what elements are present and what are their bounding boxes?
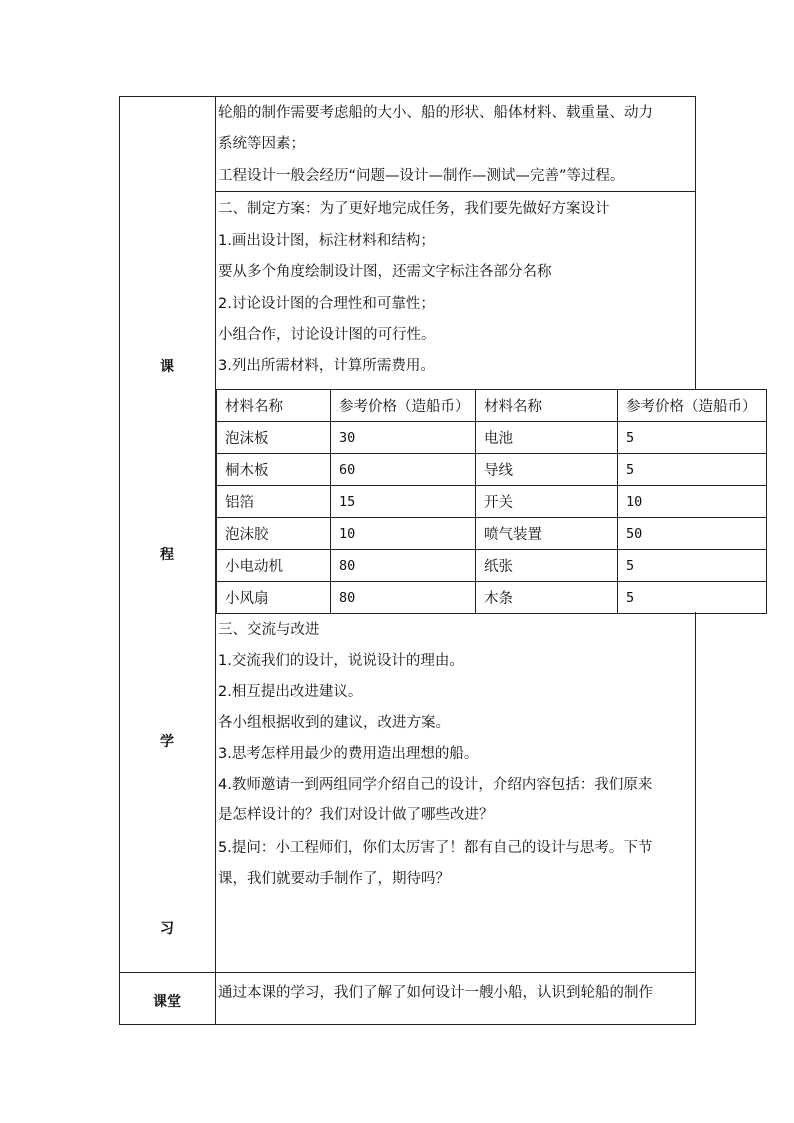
column-header: 参考价格（造船币） bbox=[331, 390, 476, 422]
column-header: 材料名称 bbox=[476, 390, 618, 422]
section-heading: 二、制定方案：为了更好地完成任务，我们要先做好方案设计 bbox=[218, 201, 610, 217]
text-line: 要从多个角度绘制设计图，还需文字标注各部分名称 bbox=[218, 264, 552, 280]
text-line: 2.讨论设计图的合理性和可靠性； bbox=[218, 296, 435, 312]
column-header: 参考价格（造船币） bbox=[618, 390, 767, 422]
table-row bbox=[217, 422, 767, 454]
text-line: 小组合作，讨论设计图的可行性。 bbox=[218, 327, 436, 343]
table-border-right bbox=[695, 96, 696, 389]
material-name: 木条 bbox=[476, 582, 618, 614]
table-row bbox=[217, 454, 767, 486]
material-price: 15 bbox=[331, 486, 476, 518]
table-row bbox=[217, 550, 767, 582]
material-price: 5 bbox=[618, 422, 767, 454]
material-name: 纸张 bbox=[476, 550, 618, 582]
material-price: 5 bbox=[618, 582, 767, 614]
material-name: 喷气装置 bbox=[476, 518, 618, 550]
table-row bbox=[217, 486, 767, 518]
table-border-bottom bbox=[119, 1024, 696, 1025]
text-line: 1.画出设计图，标注材料和结构； bbox=[218, 233, 435, 249]
text-line: 各小组根据收到的建议，改进方案。 bbox=[218, 715, 450, 731]
table-row-divider-2 bbox=[119, 972, 696, 973]
material-price: 30 bbox=[331, 422, 476, 454]
table-header-row bbox=[217, 390, 767, 422]
materials-table bbox=[216, 389, 767, 614]
material-price: 80 bbox=[331, 582, 476, 614]
material-price: 80 bbox=[331, 550, 476, 582]
material-price: 5 bbox=[618, 550, 767, 582]
sidebar-char-3: 学 bbox=[160, 734, 174, 750]
material-name: 桐木板 bbox=[217, 454, 331, 486]
table-row bbox=[217, 582, 767, 614]
table-border-top bbox=[119, 96, 696, 97]
column-header: 材料名称 bbox=[217, 390, 331, 422]
text-line: 5.提问：小工程师们，你们太厉害了！都有自己的设计与思考。下节 bbox=[218, 840, 653, 856]
material-name: 小电动机 bbox=[217, 550, 331, 582]
sidebar-char-2: 程 bbox=[160, 547, 174, 563]
text-line: 工程设计一般会经历“问题—设计—制作—测试—完善”等过程。 bbox=[218, 168, 625, 184]
text-line: 轮船的制作需要考虑船的大小、船的形状、船体材料、载重量、动力 bbox=[218, 105, 653, 121]
text-line: 是怎样设计的？我们对设计做了哪些改进？ bbox=[218, 807, 494, 823]
text-line: 1.交流我们的设计，说说设计的理由。 bbox=[218, 653, 464, 669]
summary-line: 通过本课的学习，我们了解了如何设计一艘小船，认识到轮船的制作 bbox=[218, 985, 653, 1001]
text-line: 3.列出所需材料，计算所需费用。 bbox=[218, 358, 435, 374]
text-line: 2.相互提出改进建议。 bbox=[218, 684, 363, 700]
material-price: 50 bbox=[618, 518, 767, 550]
table-row-divider-1 bbox=[215, 191, 696, 192]
material-name: 电池 bbox=[476, 422, 618, 454]
section-heading: 三、交流与改进 bbox=[218, 622, 320, 638]
material-price: 10 bbox=[618, 486, 767, 518]
material-name: 铝箔 bbox=[217, 486, 331, 518]
sidebar-footer-label: 课堂 bbox=[153, 994, 181, 1010]
table-row bbox=[217, 518, 767, 550]
material-name: 小风扇 bbox=[217, 582, 331, 614]
text-line: 课，我们就要动手制作了，期待吗？ bbox=[218, 871, 450, 887]
material-name: 泡沫板 bbox=[217, 422, 331, 454]
material-price: 5 bbox=[618, 454, 767, 486]
text-line: 4.教师邀请一到两组同学介绍自己的设计，介绍内容包括：我们原来 bbox=[218, 777, 653, 793]
material-price: 10 bbox=[331, 518, 476, 550]
sidebar-char-4: 习 bbox=[160, 921, 174, 937]
sidebar-char-1: 课 bbox=[160, 359, 174, 375]
material-price: 60 bbox=[331, 454, 476, 486]
text-line: 系统等因素； bbox=[218, 136, 305, 152]
text-line: 3.思考怎样用最少的费用造出理想的船。 bbox=[218, 746, 479, 762]
material-name: 泡沫胶 bbox=[217, 518, 331, 550]
material-name: 开关 bbox=[476, 486, 618, 518]
table-border-right-lower bbox=[695, 612, 696, 1025]
material-name: 导线 bbox=[476, 454, 618, 486]
